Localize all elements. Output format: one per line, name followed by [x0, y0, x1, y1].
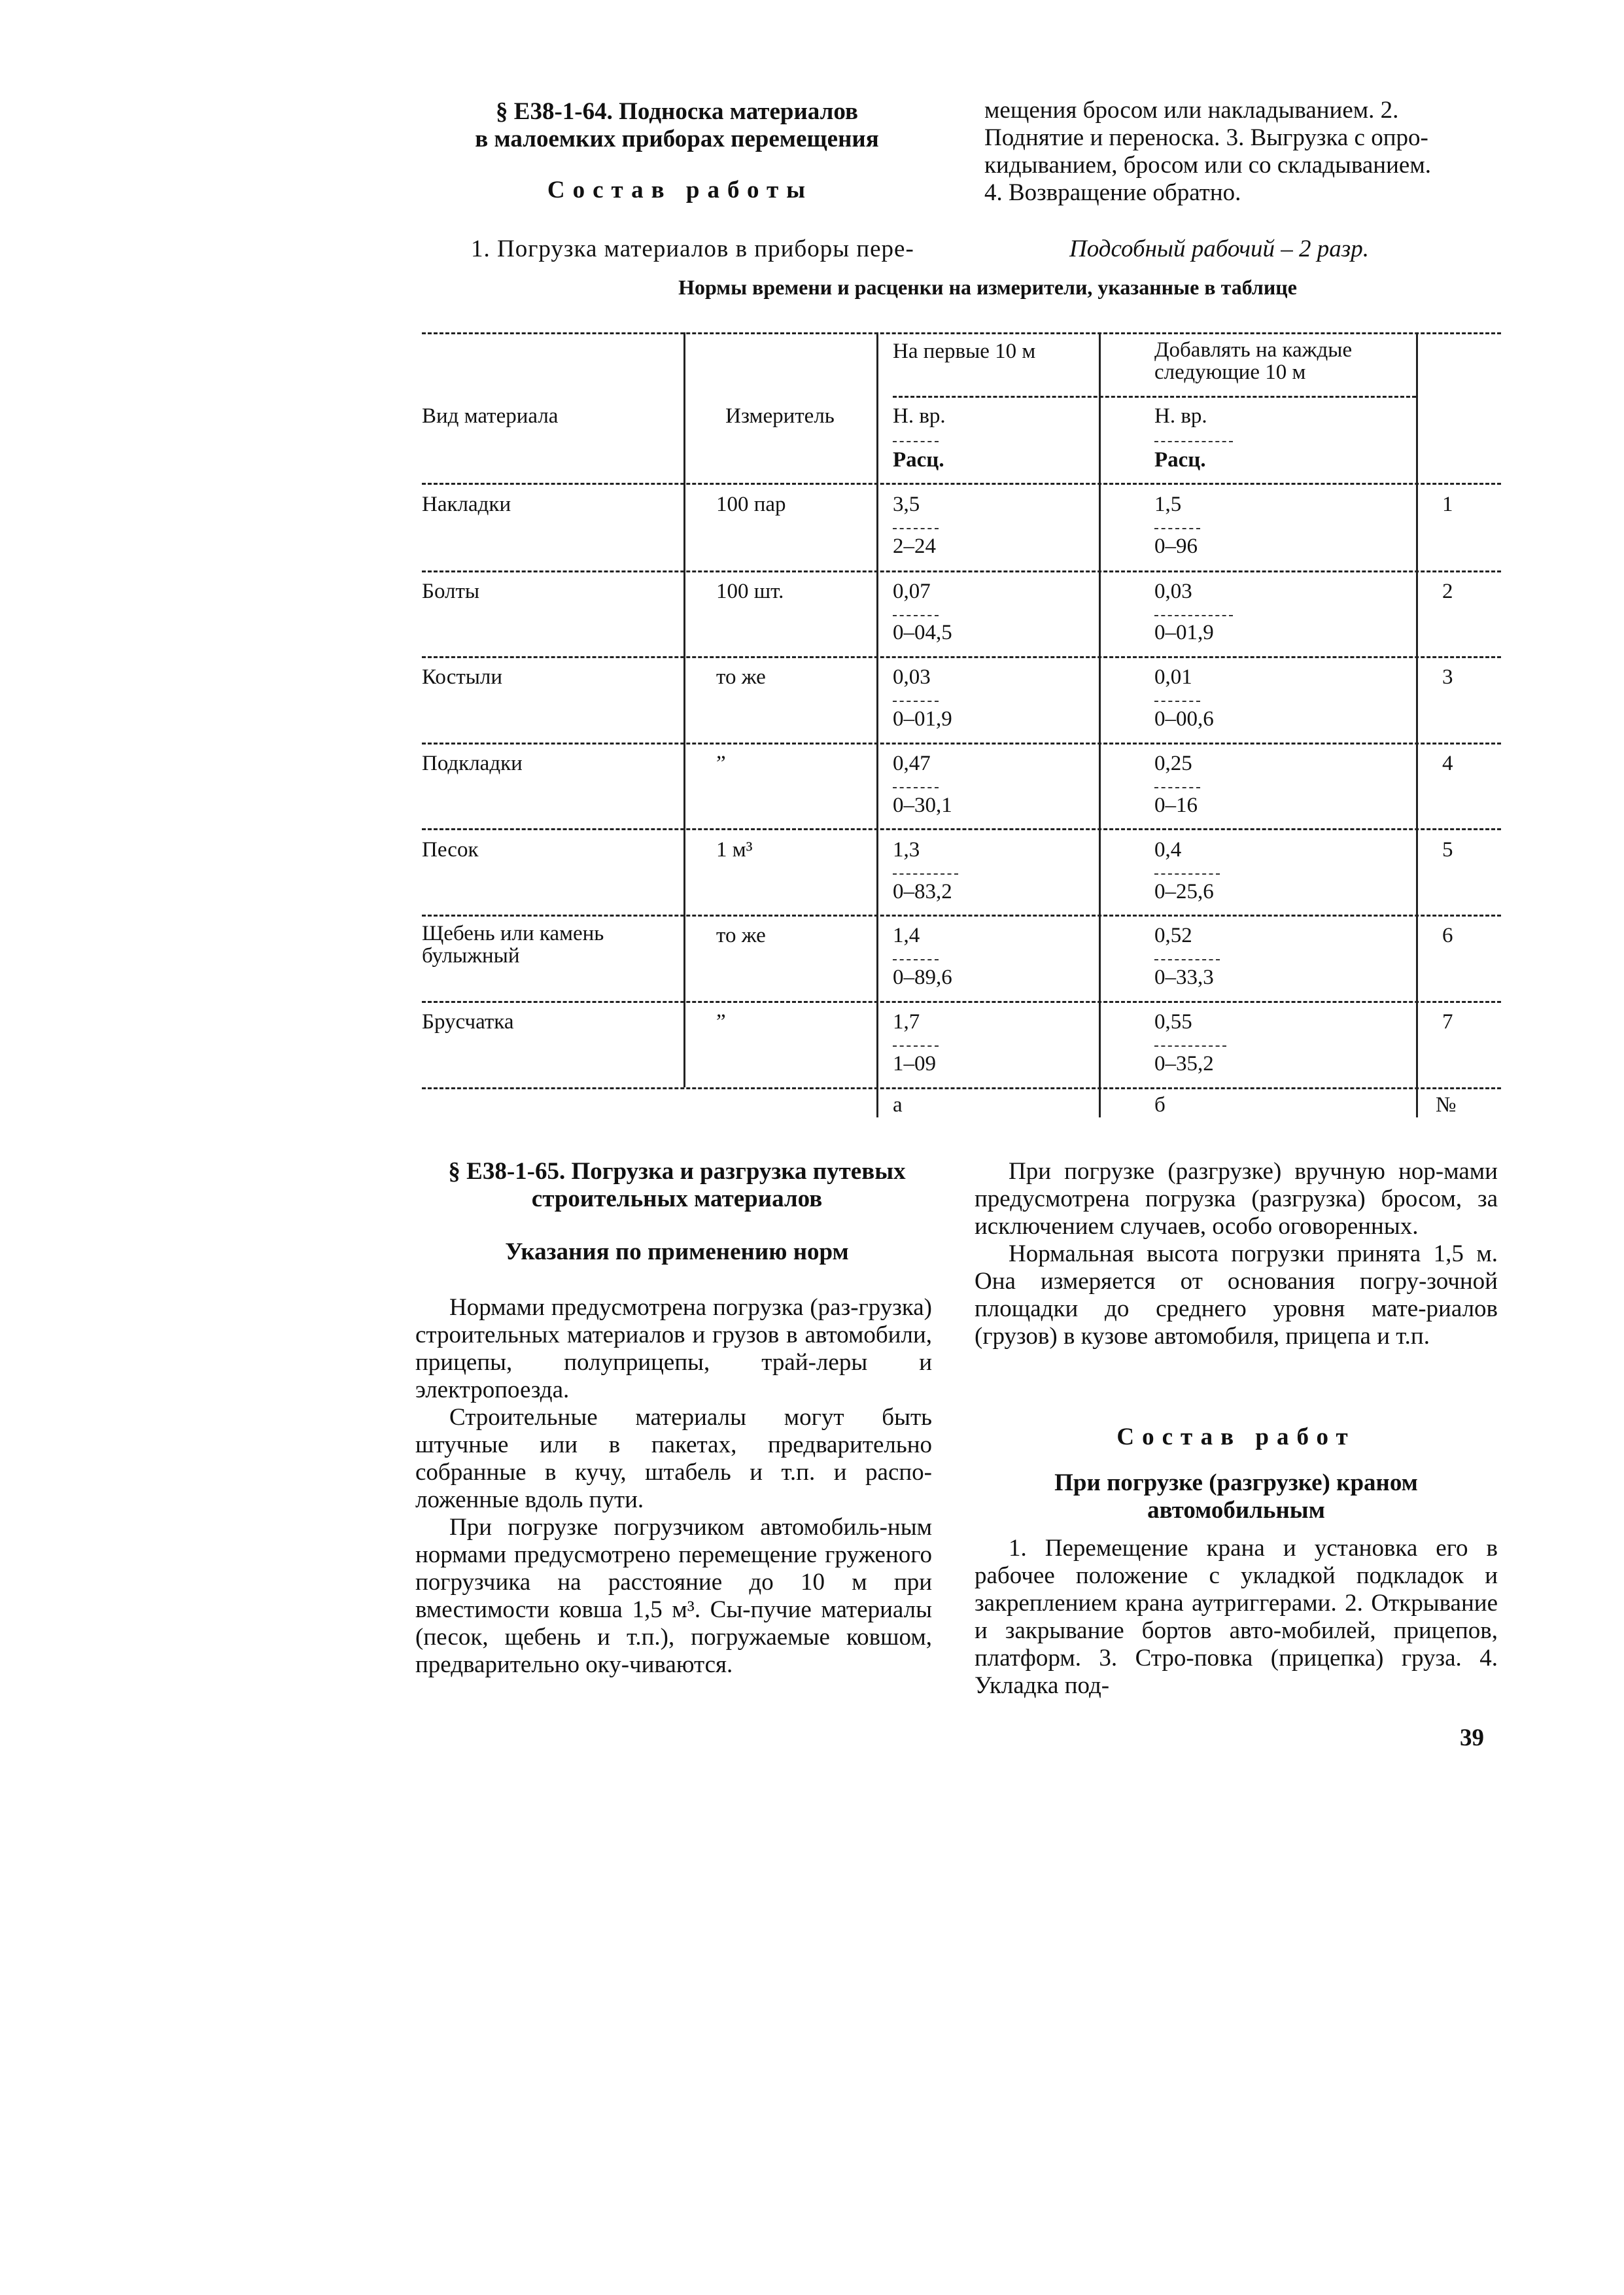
right-line-1: Поднятие и переноска. 3. Выгрузка с опро-: [984, 124, 1428, 151]
table-caption: Нормы времени и расценки на измерители, указанные в таблице: [678, 275, 1297, 299]
section64-composition-heading: Состав работы: [547, 177, 814, 203]
table-rule: [893, 396, 1416, 398]
section65-composition-heading: Состав работ: [1116, 1424, 1356, 1450]
row-a-norm: 0,07: [893, 580, 931, 603]
section65-title: [415, 1158, 939, 1213]
header-a-nvr: Н. вр.: [893, 404, 946, 428]
header-additional-line1: Добавлять на каждые: [1154, 338, 1353, 362]
row-b-norm: 0,52: [1154, 924, 1192, 947]
row-material-line1: Щебень или камень: [422, 922, 604, 945]
footer-col-num: №: [1436, 1093, 1457, 1117]
row-a-rate: 1–09: [893, 1052, 936, 1076]
header-additional-line2: следующие 10 м: [1154, 360, 1306, 384]
fraction-bar: [893, 615, 939, 616]
row-a-norm: 3,5: [893, 493, 920, 516]
row-b-rate: 0–33,3: [1154, 966, 1214, 989]
table-rule: [422, 1087, 1501, 1089]
left-column: [415, 1294, 932, 1679]
fraction-bar: [893, 441, 939, 442]
footer-col-b: б: [1154, 1093, 1166, 1117]
row-material: [422, 922, 604, 967]
crane-heading: [975, 1469, 1498, 1524]
left-paragraph: Строительные материалы могут быть штучные или в пакетах, предварительно собранные в кучу, штабель и т.п. и распо-ложенные вдоль пути.: [415, 1404, 932, 1513]
row-b-norm: 1,5: [1154, 493, 1182, 516]
fraction-bar: [1154, 1045, 1226, 1047]
fraction-bar: [1154, 873, 1220, 875]
row-unit: ”: [716, 752, 726, 775]
header-a-rasc: Расц.: [893, 448, 944, 472]
row-a-norm: 1,3: [893, 838, 920, 862]
table-rule: [422, 915, 1501, 917]
fraction-bar: [893, 1045, 939, 1047]
footer-col-a: а: [893, 1093, 903, 1117]
right-line-0: мещения бросом или накладыванием. 2.: [984, 97, 1399, 124]
row-material: Песок: [422, 838, 479, 862]
row-a-rate: 0–83,2: [893, 880, 952, 903]
table-rule: [422, 1001, 1501, 1003]
section64-title-line1: § Е38-1-64. Подноска материалов: [496, 98, 858, 125]
table-rule: [422, 656, 1501, 658]
crane-paragraph: 1. Перемещение крана и установка его в рабочее положение с укладкой подкладок и закреплением крана аутриггерами. 2. Открывание и закрывание бортов авто-мобилей, прицепов, платформ. 3. Стро-повка (прицепка) груза. 4. Укладка под-: [975, 1535, 1498, 1699]
section64-title: [425, 98, 929, 153]
table-rule: [422, 483, 1501, 485]
left-paragraph: Нормами предусмотрена погрузка (раз-грузка) строительных материалов и грузов в автомобили, прицепы, полуприцепы, трай-леры и электропоезда.: [415, 1294, 932, 1403]
row-number: 2: [1442, 580, 1453, 603]
table-rule: [422, 332, 1501, 334]
row-a-rate: 0–01,9: [893, 707, 952, 731]
section65-title-line2: строительных материалов: [531, 1185, 823, 1212]
table-rule: [422, 743, 1501, 745]
header-b-nvr: Н. вр.: [1154, 404, 1207, 428]
row-b-norm: 0,4: [1154, 838, 1182, 862]
row-unit: 100 шт.: [716, 580, 784, 603]
row-material: Накладки: [422, 493, 511, 516]
fraction-bar: [893, 528, 939, 529]
fraction-bar: [1154, 959, 1220, 960]
fraction-bar: [1154, 701, 1200, 702]
page-number: 39: [1460, 1725, 1484, 1751]
header-first10: На первые 10 м: [893, 340, 1036, 363]
fraction-bar: [893, 787, 939, 788]
row-b-rate: 0–25,6: [1154, 880, 1214, 903]
row-number: 5: [1442, 838, 1453, 862]
fraction-bar: [893, 873, 958, 875]
row-b-rate: 0–01,9: [1154, 621, 1214, 644]
row-b-rate: 0–96: [1154, 534, 1198, 558]
row-a-norm: 0,47: [893, 752, 931, 775]
row-unit: 100 пар: [716, 493, 786, 516]
row-a-rate: 2–24: [893, 534, 936, 558]
row-b-rate: 0–35,2: [1154, 1052, 1214, 1076]
crane-heading-line2: автомобильным: [1147, 1497, 1325, 1524]
row-number: 1: [1442, 493, 1453, 516]
row-material: Болты: [422, 580, 480, 603]
section64-item1: 1. Погрузка материалов в приборы пере-: [471, 236, 914, 262]
header-unit: Измеритель: [725, 404, 835, 428]
row-b-rate: 0–16: [1154, 794, 1198, 817]
row-a-rate: 0–89,6: [893, 966, 952, 989]
row-b-norm: 0,03: [1154, 580, 1192, 603]
crane-composition: [975, 1535, 1498, 1700]
right-paragraph: При погрузке (разгрузке) вручную нор-мами предусмотрена погрузка (разгрузка) бросом, за исключением случаев, особо оговоренных.: [975, 1158, 1498, 1240]
row-unit: ”: [716, 1010, 726, 1034]
table-col-divider: [876, 332, 878, 1117]
fraction-bar: [1154, 441, 1233, 442]
header-material: Вид материала: [422, 404, 559, 428]
row-a-rate: 0–04,5: [893, 621, 952, 644]
fraction-bar: [893, 959, 939, 960]
fraction-bar: [1154, 615, 1233, 616]
table-rule: [422, 828, 1501, 830]
row-unit: то же: [716, 924, 766, 947]
row-number: 3: [1442, 665, 1453, 689]
row-a-rate: 0–30,1: [893, 794, 952, 817]
row-b-norm: 0,55: [1154, 1010, 1192, 1034]
fraction-bar: [1154, 787, 1200, 788]
table-rule: [422, 570, 1501, 572]
row-material: Костыли: [422, 665, 503, 689]
section64-title-line2: в малоемких приборах перемещения: [475, 126, 879, 152]
worker-category: Подсобный рабочий – 2 разр.: [1069, 236, 1369, 262]
crane-heading-line1: При погрузке (разгрузке) краном: [1054, 1469, 1418, 1496]
row-material-line2: булыжный: [422, 944, 520, 968]
row-material: Подкладки: [422, 752, 523, 775]
row-number: 7: [1442, 1010, 1453, 1034]
table-col-divider: [683, 332, 685, 1087]
row-number: 4: [1442, 752, 1453, 775]
header-additional: [1154, 339, 1416, 383]
left-paragraph: При погрузке погрузчиком автомобиль-ным нормами предусмотрено перемещение груженого погрузчика на расстояние до 10 м при вместимости ковша 1,5 м³. Сы-пучие материалы (песок, щебень и т.п.), погружаемые ковшом, предварительно оку-чиваются.: [415, 1514, 932, 1678]
row-a-norm: 0,03: [893, 665, 931, 689]
right-column: [975, 1158, 1498, 1350]
section64-right-text: [984, 97, 1508, 207]
right-line-3: 4. Возвращение обратно.: [984, 179, 1241, 206]
fraction-bar: [1154, 528, 1200, 529]
fraction-bar: [893, 701, 939, 702]
table-col-divider: [1416, 332, 1418, 1117]
row-b-rate: 0–00,6: [1154, 707, 1214, 731]
right-line-2: кидыванием, бросом или со складыванием.: [984, 152, 1431, 179]
row-a-norm: 1,7: [893, 1010, 920, 1034]
instructions-heading: Указания по применению норм: [505, 1238, 849, 1265]
row-unit: то же: [716, 665, 766, 689]
row-b-norm: 0,25: [1154, 752, 1192, 775]
row-number: 6: [1442, 924, 1453, 947]
right-paragraph: Нормальная высота погрузки принята 1,5 м. Она измеряется от основания погру-зочной площадки до среднего уровня мате-риалов (грузов) в кузове автомобиля, прицепа и т.п.: [975, 1240, 1498, 1350]
row-material: Брусчатка: [422, 1010, 514, 1034]
section65-title-line1: § Е38-1-65. Погрузка и разгрузка путевых: [448, 1158, 906, 1185]
table-col-divider: [1099, 332, 1101, 1117]
row-unit: 1 м³: [716, 838, 753, 862]
row-a-norm: 1,4: [893, 924, 920, 947]
row-b-norm: 0,01: [1154, 665, 1192, 689]
header-b-rasc: Расц.: [1154, 448, 1206, 472]
